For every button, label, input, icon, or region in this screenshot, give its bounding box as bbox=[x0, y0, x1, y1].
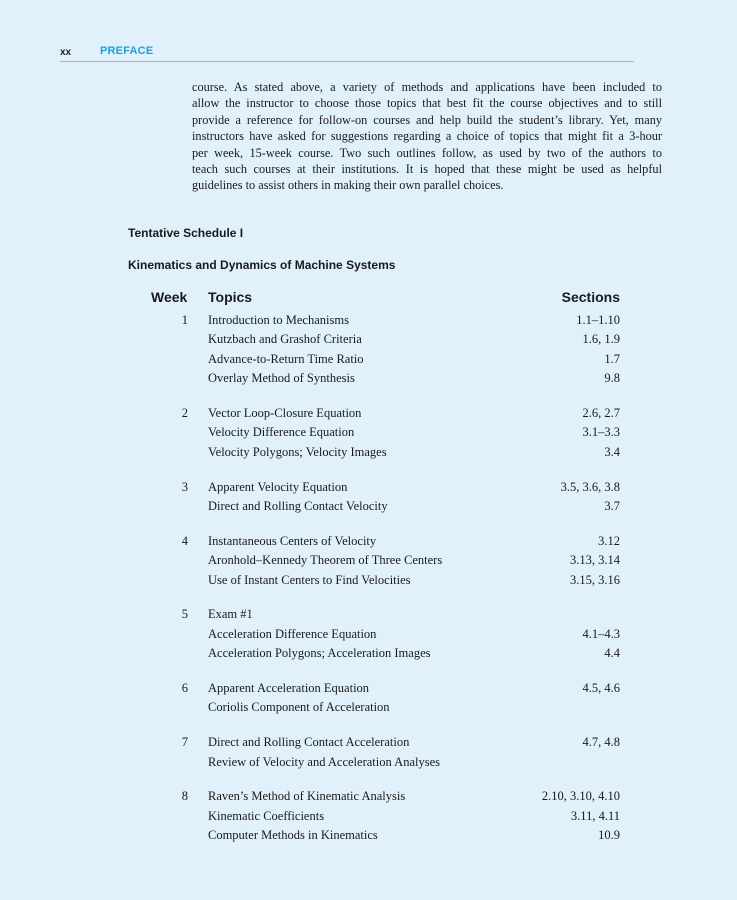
week-number: 4 bbox=[181, 533, 188, 548]
week-number: 8 bbox=[181, 789, 188, 804]
table-row bbox=[0, 828, 737, 846]
sections-cell: 1.7 bbox=[604, 351, 620, 366]
week-number: 3 bbox=[181, 479, 188, 494]
sections-cell: 9.8 bbox=[604, 371, 620, 386]
topic-cell: Computer Methods in Kinematics bbox=[208, 828, 378, 843]
topic-cell: Direct and Rolling Contact Acceleration bbox=[208, 735, 410, 750]
sections-cell: 3.1–3.3 bbox=[582, 425, 620, 440]
table-row bbox=[0, 681, 737, 699]
sections-cell: 2.10, 3.10, 4.10 bbox=[541, 789, 620, 804]
intro-line: allow the instructor to choose those topics that best fit the course objectives and to still bbox=[192, 96, 662, 111]
sections-cell: 3.7 bbox=[604, 499, 620, 513]
table-row bbox=[0, 755, 737, 773]
intro-line: guidelines to assist others in making their own parallel choices. bbox=[192, 178, 504, 193]
topic-cell: Acceleration Difference Equation bbox=[208, 626, 377, 641]
topic-cell: Direct and Rolling Contact Velocity bbox=[208, 499, 388, 513]
table-row bbox=[0, 646, 737, 664]
sections-cell: 3.15, 3.16 bbox=[570, 572, 620, 587]
table-row bbox=[0, 607, 737, 625]
week-column-header: Week bbox=[151, 289, 188, 305]
table-row bbox=[0, 553, 737, 571]
topic-cell: Aronhold–Kennedy Theorem of Three Centers bbox=[208, 553, 443, 568]
sections-cell: 3.4 bbox=[604, 444, 620, 459]
table-row bbox=[0, 371, 737, 389]
sections-cell: 4.7, 4.8 bbox=[582, 735, 620, 750]
week-number: 5 bbox=[181, 607, 188, 622]
topic-cell: Advance-to-Return Time Ratio bbox=[208, 351, 364, 366]
topic-cell: Raven’s Method of Kinematic Analysis bbox=[208, 789, 406, 804]
intro-line: provide a reference for follow-on courses and help build the student’s library. Yet, many bbox=[192, 112, 662, 127]
topic-cell: Use of Instant Centers to Find Velocities bbox=[208, 572, 411, 587]
table-row bbox=[0, 809, 737, 827]
sections-cell: 2.6, 2.7 bbox=[582, 406, 620, 420]
table-row bbox=[0, 425, 737, 443]
table-row bbox=[0, 332, 737, 350]
sections-cell: 1.6, 1.9 bbox=[582, 332, 620, 347]
table-row bbox=[0, 445, 737, 463]
table-row bbox=[0, 406, 737, 424]
intro-line: teach such courses at their institutions. It is hoped that these might be used as helpful bbox=[192, 162, 662, 177]
table-row bbox=[0, 352, 737, 370]
topic-cell: Introduction to Mechanisms bbox=[208, 313, 349, 327]
sections-cell: 3.11, 4.11 bbox=[570, 808, 620, 823]
table-row bbox=[0, 789, 737, 807]
running-head: PREFACE bbox=[100, 45, 154, 57]
topic-cell: Overlay Method of Synthesis bbox=[208, 371, 355, 386]
table-row bbox=[0, 627, 737, 645]
topic-cell: Velocity Polygons; Velocity Images bbox=[208, 444, 387, 459]
intro-paragraph bbox=[192, 79, 662, 194]
sections-column-header: Sections bbox=[561, 289, 620, 305]
topic-cell: Instantaneous Centers of Velocity bbox=[208, 533, 377, 548]
topic-cell: Exam #1 bbox=[208, 607, 253, 622]
sections-cell: 3.12 bbox=[598, 533, 620, 548]
week-number: 2 bbox=[181, 406, 188, 420]
sections-cell: 10.9 bbox=[598, 828, 620, 843]
week-number: 1 bbox=[181, 313, 188, 327]
table-row bbox=[0, 700, 737, 718]
topic-cell: Coriolis Component of Acceleration bbox=[208, 700, 390, 715]
sections-cell: 3.13, 3.14 bbox=[570, 553, 620, 568]
sections-cell: 4.1–4.3 bbox=[582, 626, 620, 641]
sections-cell: 3.5, 3.6, 3.8 bbox=[560, 479, 620, 494]
topic-cell: Acceleration Polygons; Acceleration Images bbox=[208, 646, 431, 661]
topic-cell: Apparent Acceleration Equation bbox=[208, 681, 370, 695]
topic-cell: Apparent Velocity Equation bbox=[208, 479, 348, 494]
topic-cell: Kutzbach and Grashof Criteria bbox=[208, 332, 362, 347]
sections-cell: 4.5, 4.6 bbox=[582, 681, 620, 695]
table-row bbox=[0, 735, 737, 753]
schedule-title: Tentative Schedule I bbox=[128, 226, 244, 240]
week-number: 7 bbox=[181, 735, 188, 750]
page-number: xx bbox=[60, 47, 72, 58]
table-row bbox=[0, 573, 737, 591]
table-row bbox=[0, 313, 737, 331]
intro-line: per week, 15-week course. Two such outlines follow, as used by two of the authors to bbox=[192, 145, 662, 160]
table-row bbox=[0, 534, 737, 552]
topics-column-header: Topics bbox=[208, 289, 253, 305]
week-number: 6 bbox=[181, 681, 188, 695]
topic-cell: Vector Loop-Closure Equation bbox=[208, 406, 362, 420]
table-row bbox=[0, 499, 737, 517]
intro-line: course. As stated above, a variety of methods and applications have been included to bbox=[192, 80, 662, 94]
topic-cell: Review of Velocity and Acceleration Analyses bbox=[208, 754, 440, 769]
table-row bbox=[0, 480, 737, 498]
sections-cell: 1.1–1.10 bbox=[576, 313, 620, 327]
topic-cell: Velocity Difference Equation bbox=[208, 425, 355, 440]
sections-cell: 4.4 bbox=[604, 646, 620, 661]
intro-line: instructors have asked for suggestions regarding a choice of topics that might fit a 3-hour bbox=[192, 129, 662, 144]
page-header bbox=[60, 45, 634, 62]
course-title: Kinematics and Dynamics of Machine Systems bbox=[128, 258, 396, 272]
topic-cell: Kinematic Coefficients bbox=[208, 808, 325, 823]
